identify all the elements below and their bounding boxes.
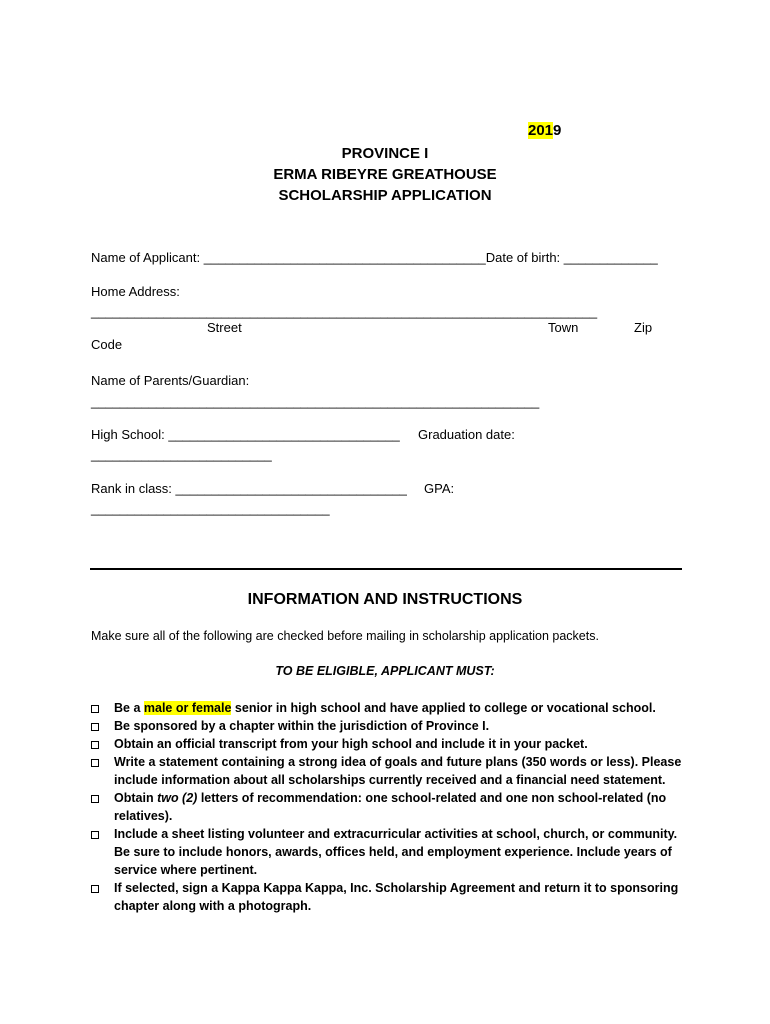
checkbox-icon[interactable] [91, 759, 99, 767]
requirement-text: Be a [114, 701, 144, 715]
rank-label: Rank in class: [91, 481, 172, 496]
high-school-field[interactable]: ________________________________ [168, 427, 400, 442]
requirement-item [88, 825, 688, 879]
section-divider [90, 568, 682, 570]
title-application: SCHOLARSHIP APPLICATION [278, 187, 492, 204]
parents-label: Name of Parents/Guardian: [91, 373, 250, 388]
dob-field[interactable]: _____________ [563, 250, 658, 265]
rank-row [91, 481, 407, 496]
high-school-label: High School: [91, 427, 165, 442]
high-school-row [91, 427, 400, 442]
gpa-field[interactable]: _________________________________ [91, 501, 330, 516]
requirement-item [88, 717, 688, 735]
requirement-text: Obtain an official transcript from your high school and include it in your packet. [114, 737, 588, 751]
requirement-text: senior in high school and have applied to college or vocational school. [231, 701, 656, 715]
home-address-label: Home Address: [91, 284, 180, 299]
title-province: PROVINCE I [341, 145, 429, 162]
applicant-name-field[interactable]: _______________________________________ [203, 250, 486, 265]
requirement-text: Write a statement containing a strong idea of goals and future plans (350 words or less). Please include information about all scholarships currently received and a financial need statement. [114, 755, 682, 787]
home-address-field[interactable]: ______________________________________________________________________ [91, 304, 598, 319]
requirement-item [88, 879, 688, 915]
eligibility-heading: TO BE ELIGIBLE, APPLICANT MUST: [275, 664, 495, 678]
zip-label: Zip [634, 320, 653, 335]
requirement-text: Be sponsored by a chapter within the jurisdiction of Province I. [114, 719, 490, 733]
requirement-item [88, 789, 688, 825]
town-label: Town [548, 320, 579, 335]
instructions-title: INFORMATION AND INSTRUCTIONS [247, 591, 523, 608]
street-label: Street [207, 320, 242, 335]
year-highlight: 201 [528, 122, 554, 139]
requirement-text: letters of recommendation: one school-related and one non school-related (no relatives). [114, 791, 667, 823]
dob-label: Date of birth: [485, 250, 561, 265]
checkbox-icon[interactable] [91, 831, 99, 839]
applicant-name-label: Name of Applicant: [91, 250, 201, 265]
checkbox-icon[interactable] [91, 795, 99, 803]
requirement-text: Obtain [114, 791, 158, 805]
graduation-date-label: Graduation date: [418, 427, 515, 442]
checkbox-icon[interactable] [91, 723, 99, 731]
code-label: Code [91, 337, 123, 352]
italic-text: two (2) [157, 791, 198, 805]
highlighted-text: male or female [143, 701, 232, 715]
applicant-name-row [91, 250, 658, 265]
checkbox-icon[interactable] [91, 885, 99, 893]
requirement-text: If selected, sign a Kappa Kappa Kappa, Inc. Scholarship Agreement and return it to sponsoring chapter along with a photograph. [114, 881, 679, 913]
requirements-list [88, 699, 688, 915]
parents-field[interactable]: ______________________________________________________________ [91, 394, 540, 409]
form-year [528, 122, 561, 139]
requirement-item [88, 699, 688, 717]
requirement-item [88, 735, 688, 753]
graduation-date-field[interactable]: _________________________ [91, 447, 272, 462]
checkbox-icon[interactable] [91, 741, 99, 749]
rank-field[interactable]: ________________________________ [175, 481, 407, 496]
title-scholarship-name: ERMA RIBEYRE GREATHOUSE [273, 166, 497, 183]
gpa-label: GPA: [424, 481, 455, 496]
checkbox-icon[interactable] [91, 705, 99, 713]
requirement-item [88, 753, 688, 789]
year-rest: 9 [553, 122, 562, 139]
instructions-intro: Make sure all of the following are checked before mailing in scholarship application packets. [91, 629, 599, 643]
requirement-text: Include a sheet listing volunteer and extracurricular activities at school, church, or community. Be sure to include honors, awards, offices held, and employment experience. Include years of service where pertinent. [114, 827, 678, 877]
